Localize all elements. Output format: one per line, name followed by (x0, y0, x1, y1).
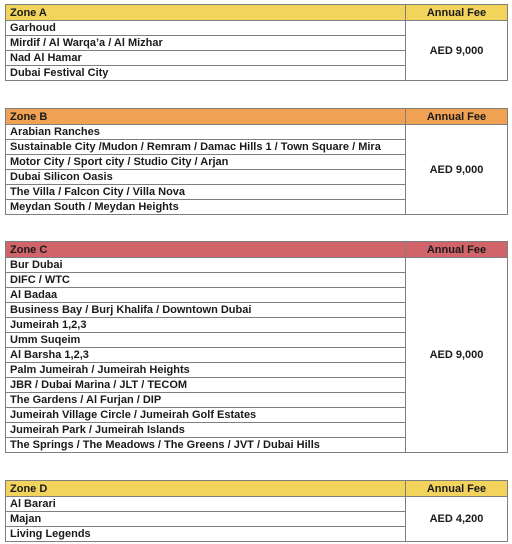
zone-a-fee-header: Annual Fee (406, 5, 508, 21)
zone-c-area: Palm Jumeirah / Jumeirah Heights (6, 363, 406, 378)
zone-b-header: Zone B (6, 109, 406, 125)
zone-c-area: Jumeirah Village Circle / Jumeirah Golf Estates (6, 408, 406, 423)
table-row (6, 125, 508, 140)
zone-c-area: Bur Dubai (6, 258, 406, 273)
zone-b-area: Meydan South / Meydan Heights (6, 200, 406, 215)
zone-c-area: Al Badaa (6, 288, 406, 303)
zone-d-header-row (6, 481, 508, 497)
zone-b-area: Motor City / Sport city / Studio City / Arjan (6, 155, 406, 170)
zone-c-area: Jumeirah Park / Jumeirah Islands (6, 423, 406, 438)
zone-a-table (5, 4, 508, 81)
table-row (6, 21, 508, 36)
table-row (6, 497, 508, 512)
zone-a-header: Zone A (6, 5, 406, 21)
zone-c-area: Jumeirah 1,2,3 (6, 318, 406, 333)
zone-c-area: Al Barsha 1,2,3 (6, 348, 406, 363)
zone-c-header-row (6, 242, 508, 258)
zone-d-area: Majan (6, 512, 406, 527)
zone-a-area: Dubai Festival City (6, 66, 406, 81)
zone-d-area: Al Barari (6, 497, 406, 512)
zone-b-table (5, 108, 508, 215)
zone-c-area: JBR / Dubai Marina / JLT / TECOM (6, 378, 406, 393)
zone-b-area: The Villa / Falcon City / Villa Nova (6, 185, 406, 200)
zone-b-fee: AED 9,000 (406, 125, 508, 215)
zone-c-table (5, 241, 508, 453)
zone-b-fee-header: Annual Fee (406, 109, 508, 125)
zone-d-header: Zone D (6, 481, 406, 497)
zone-a-area: Garhoud (6, 21, 406, 36)
zone-c-fee-header: Annual Fee (406, 242, 508, 258)
zone-b-area: Sustainable City /Mudon / Remram / Damac Hills 1 / Town Square / Mira (6, 140, 406, 155)
zone-d-fee-header: Annual Fee (406, 481, 508, 497)
zone-b-area: Dubai Silicon Oasis (6, 170, 406, 185)
zone-c-area: Business Bay / Burj Khalifa / Downtown Dubai (6, 303, 406, 318)
zone-c-area: DIFC / WTC (6, 273, 406, 288)
zone-c-area: The Springs / The Meadows / The Greens / JVT / Dubai Hills (6, 438, 406, 453)
zone-c-header: Zone C (6, 242, 406, 258)
zone-c-fee: AED 9,000 (406, 258, 508, 453)
zone-d-fee: AED 4,200 (406, 497, 508, 542)
zone-d-table (5, 480, 508, 542)
zone-c-area: Umm Suqeim (6, 333, 406, 348)
zone-a-area: Mirdif / Al Warqa’a / Al Mizhar (6, 36, 406, 51)
zone-a-header-row (6, 5, 508, 21)
table-row (6, 258, 508, 273)
zone-b-area: Arabian Ranches (6, 125, 406, 140)
zone-d-area: Living Legends (6, 527, 406, 542)
zone-a-area: Nad Al Hamar (6, 51, 406, 66)
zone-a-fee: AED 9,000 (406, 21, 508, 81)
zone-b-header-row (6, 109, 508, 125)
zone-c-area: The Gardens / Al Furjan / DIP (6, 393, 406, 408)
